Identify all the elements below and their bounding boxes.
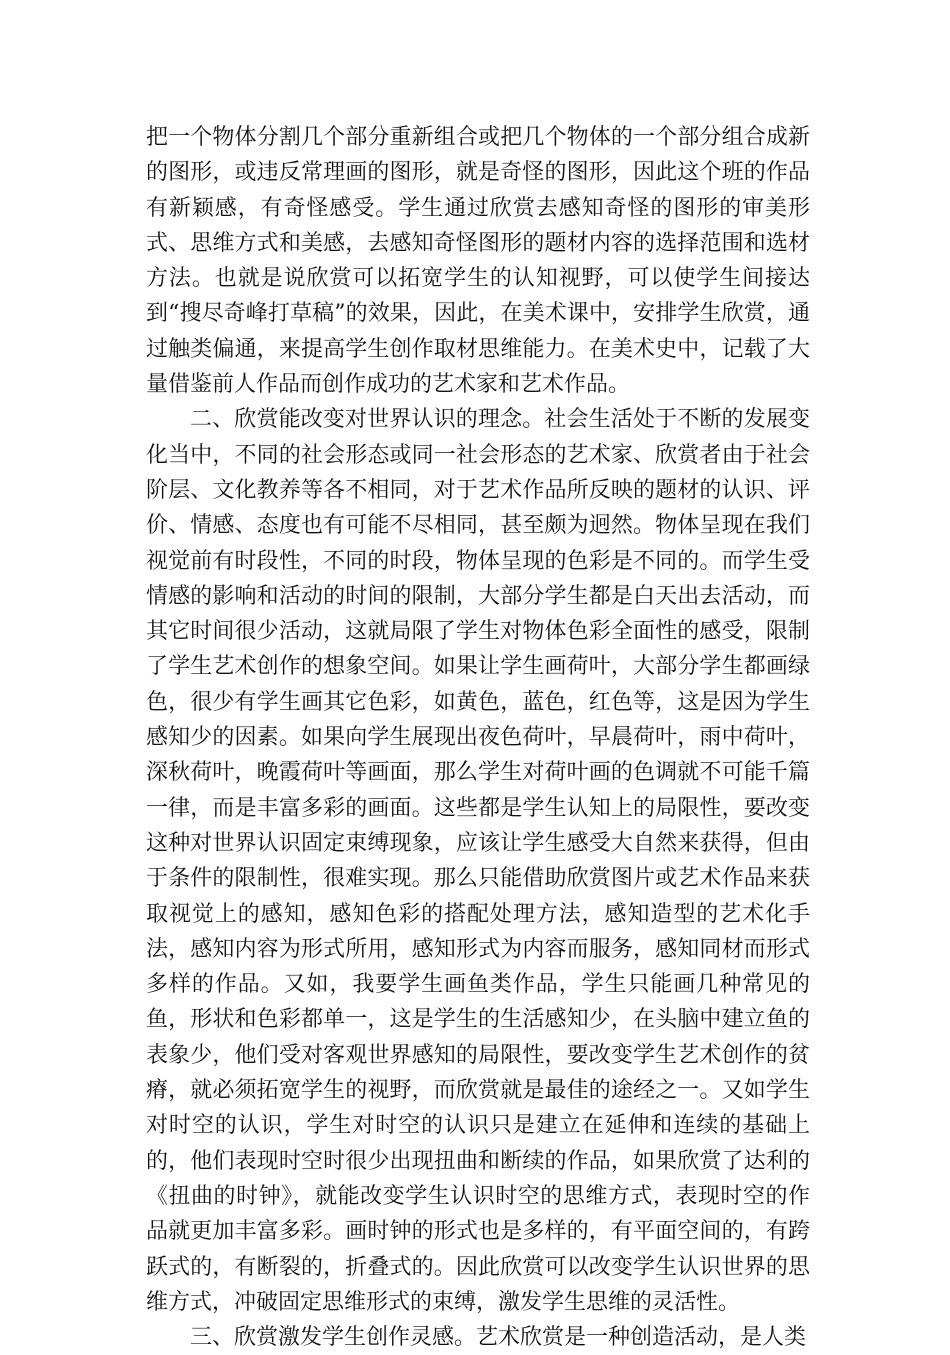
paragraph-continuation: 把一个物体分割几个部分重新组合或把几个物体的一个部分组合成新的图形，或违反常理画的图形，就是奇怪的图形，因此这个班的作品有新颖感，有奇怪感受。学生通过欣赏去感知奇怪的图形的审美形式、思维方式和美感，去感知奇怪图形的题材内容的选择范围和选材方法。也就是说欣赏可以拓宽学生的认知视野，可以使学生间接达到“搜尽奇峰打草稿”的效果，因此，在美术课中，安排学生欣赏，通过触类偏通，来提高学生创作取材思维能力。在美术史中，记载了大量借鉴前人作品而创作成功的艺术家和艺术作品。 — [146, 125, 810, 398]
paragraph-section-three: 三、欣赏激发学生创作灵感。艺术欣赏是一种创造活动，是人类 — [190, 1325, 807, 1351]
paragraph-section-two: 二、欣赏能改变对世界认识的理念。社会生活处于不断的发展变化当中，不同的社会形态或同一社会形态的艺术家、欣赏者由于社会阶层、文化教养等各不相同，对于艺术作品所反映的题材的认识、评价、情感、态度也有可能不尽相同，甚至颇为迥然。物体呈现在我们视觉前有时段性，不同的时段，物体呈现的色彩是不同的。而学生受情感的影响和活动的时间的限制，大部分学生都是白天出去活动，而其它时间很少活动，这就局限了学生对物体色彩全面性的感受，限制了学生艺术创作的想象空间。如果让学生画荷叶，大部分学生都画绿色，很少有学生画其它色彩，如黄色，蓝色，红色等，这是因为学生感知少的因素。如果向学生展现出夜色荷叶，早晨荷叶，雨中荷叶，深秋荷叶，晚霞荷叶等画面，那么学生对荷叶画的色调就不可能千篇一律，而是丰富多彩的画面。这些都是学生认知上的局限性，要改变这种对世界认识固定束缚现象，应该让学生感受大自然来获得，但由于条件的限制性，很难实现。那么只能借助欣赏图片或艺术作品来获取视觉上的感知，感知色彩的搭配处理方法，感知造型的艺术化手法，感知内容为形式所用，感知形式为内容而服务，感知同材而形式多样的作品。又如，我要学生画鱼类作品，学生只能画几种常见的鱼，形状和色彩都单一，这是学生的生活感知少，在头脑中建立鱼的表象少，他们受对客观世界感知的局限性，要改变学生艺术创作的贫瘠，就必须拓宽学生的视野，而欣赏就是最佳的途经之一。又如学生对时空的认识，学生对时空的认识只是建立在延伸和连续的基础上的，他们表现时空时很少出现扭曲和断续的作品，如果欣赏了达利的《扭曲的时钟》，就能改变学生认识时空的思维方式，表现时空的作品就更加丰富多彩。画时钟的形式也是多样的，有平面空间的，有跨跃式的，有断裂的，折叠式的。因此欣赏可以改变学生认识世界的思维方式，冲破固定思维形式的束缚，激发学生思维的灵活性。 — [146, 407, 810, 1315]
document-page — [146, 120, 810, 1355]
